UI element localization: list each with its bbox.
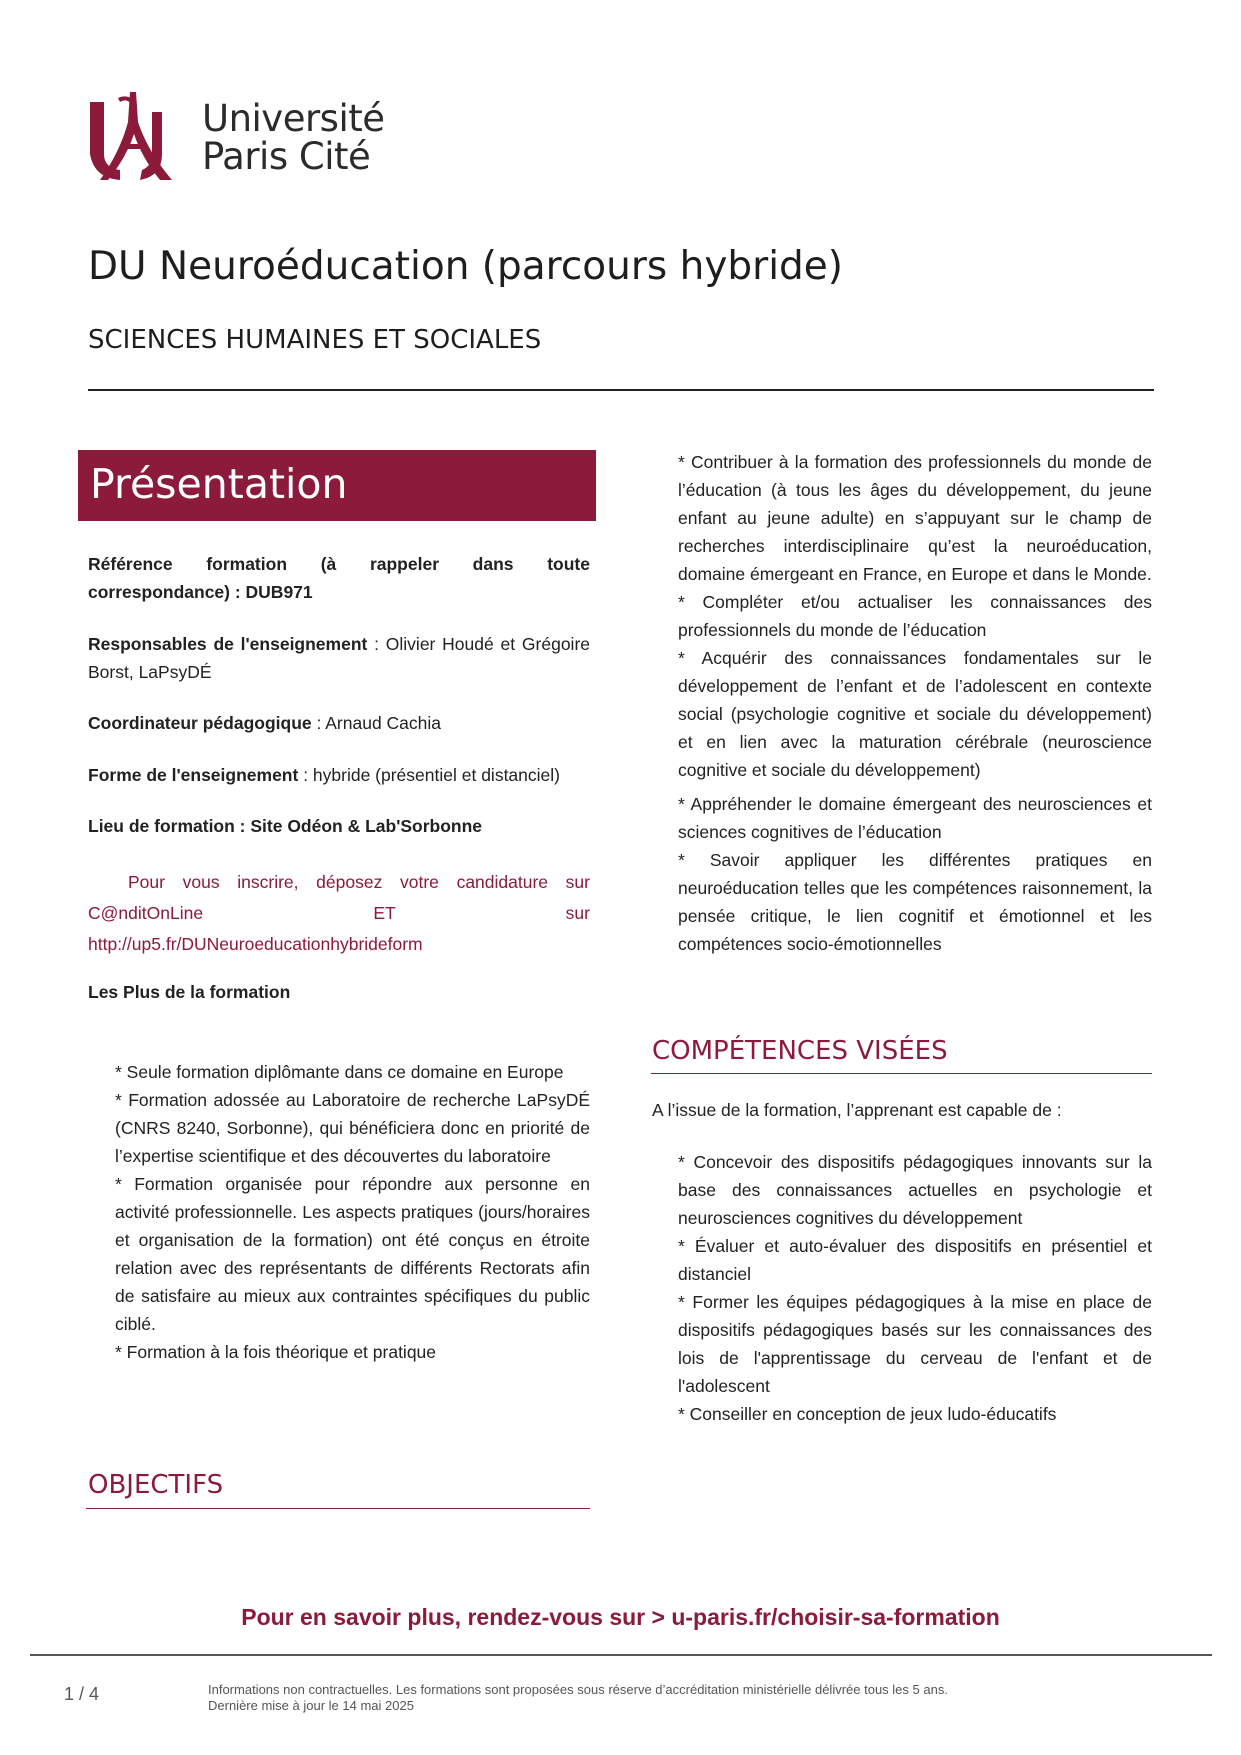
- competences-intro: A l’issue de la formation, l’apprenant est capable de :: [652, 1100, 1062, 1120]
- page-title: DU Neuroéducation (parcours hybride): [88, 244, 844, 289]
- coordinateur-value: : Arnaud Cachia: [311, 713, 442, 733]
- plus-heading-label: Les Plus de la formation: [88, 982, 291, 1002]
- list-item: * Former les équipes pédagogiques à la mise en place de dispositifs pédagogiques basés sur les connaissances des lois de l'apprentissage du cerveau de l'enfant et de l'adolescent: [678, 1292, 1152, 1396]
- eiffel-logo-icon: [90, 92, 176, 182]
- list-item: * Savoir appliquer les différentes pratiques en neuroéducation telles que les compétences raisonnement, la pensée critique, le lien cognitif et émotionnel et les compétences socio-émotionnelles: [678, 850, 1152, 954]
- last-updated: Dernière mise à jour le 14 mai 2025: [208, 1698, 414, 1713]
- page-subtitle: SCIENCES HUMAINES ET SOCIALES: [88, 325, 542, 355]
- coordinateur-label: Coordinateur pédagogique: [88, 713, 312, 733]
- list-item: * Conseiller en conception de jeux ludo-éducatifs: [678, 1404, 1057, 1424]
- responsables-label: Responsables de l'enseignement: [88, 634, 368, 654]
- university-name-line1: Université: [202, 97, 385, 140]
- plus-list: [115, 1058, 590, 1366]
- footer-divider: [30, 1654, 1212, 1656]
- list-item: * Formation à la fois théorique et pratique: [115, 1342, 437, 1362]
- list-item: * Formation organisée pour répondre aux personne en activité professionnelle. Les aspects pratiques (jours/horaires et organisation de la formation) ont été conçus en étroite relation avec des représentants de différents Rectorats afin de satisfaire au mieux aux contraintes spécifiques du public ciblé.: [115, 1174, 590, 1334]
- lieu-text: [88, 812, 590, 840]
- reference-label: Référence formation (à rappeler dans toute correspondance) : DUB971: [88, 554, 590, 602]
- university-logo: [90, 92, 420, 182]
- forme-text: [88, 761, 590, 789]
- list-item: * Formation adossée au Laboratoire de recherche LaPsyDÉ (CNRS 8240, Sorbonne), qui bénéficiera donc en priorité de l’expertise scientifique et des découvertes du laboratoire: [115, 1090, 590, 1166]
- forme-label: Forme de l'enseignement: [88, 765, 299, 785]
- page-number: 1 / 4: [64, 1684, 100, 1704]
- list-item: * Acquérir des connaissances fondamentales sur le développement de l’enfant et de l’adolescent en contexte social (psychologie cognitive et sociale du développement) et en lien avec la maturation cérébrale (neuroscience cognitive et sociale du développement): [678, 648, 1152, 780]
- objectifs-list: [678, 448, 1152, 958]
- list-item: * Évaluer et auto-évaluer des dispositifs en présentiel et distanciel: [678, 1236, 1152, 1284]
- list-item: * Concevoir des dispositifs pédagogiques innovants sur la base des connaissances actuelles en psychologie et neurosciences cognitives du développement: [678, 1152, 1152, 1228]
- coordinateur-text: [88, 709, 590, 737]
- list-item: * Contribuer à la formation des professionnels du monde de l’éducation (à tous les âges du développement, du jeune enfant au jeune adulte) en s’appuyant sur le champ de recherches interdisciplinaire qu’est la neuroéducation, domaine émergeant en France, en Europe et dans le Monde.: [678, 452, 1152, 584]
- university-name: [202, 97, 385, 178]
- list-item: * Appréhender le domaine émergeant des neurosciences et sciences cognitives de l’éducation: [678, 794, 1152, 842]
- reference-text: [88, 550, 590, 606]
- title-divider: [88, 389, 1154, 391]
- competences-divider: [651, 1073, 1152, 1074]
- disclaimer-text: Informations non contractuelles. Les formations sont proposées sous réserve d’accréditation ministérielle délivrée tous les 5 ans.: [208, 1682, 948, 1697]
- responsables-text: [88, 630, 590, 686]
- list-item: * Compléter et/ou actualiser les connaissances des professionnels du monde de l’éducation: [678, 592, 1152, 640]
- disclaimer: [208, 1682, 948, 1714]
- inscription-link[interactable]: Pour vous inscrire, déposez votre candidature sur C@nditOnLine ET sur http://up5.fr/DUNeuroeducationhybrideform: [88, 872, 590, 954]
- objectifs-heading: OBJECTIFS: [88, 1470, 224, 1500]
- objectifs-divider: [86, 1508, 590, 1509]
- responsables-value: : Olivier Houdé et Grégoire Borst, LaPsyDÉ: [88, 634, 590, 682]
- competences-heading: COMPÉTENCES VISÉES: [652, 1036, 948, 1066]
- university-name-line2: Paris Cité: [202, 135, 371, 178]
- lieu-label: Lieu de formation : Site Odéon & Lab'Sorbonne: [88, 816, 483, 836]
- forme-value: : hybride (présentiel et distanciel): [298, 765, 560, 785]
- plus-heading: [88, 978, 590, 1006]
- competences-list: [678, 1148, 1152, 1428]
- presentation-banner: [78, 450, 596, 521]
- footer-link[interactable]: Pour en savoir plus, rendez-vous sur > u-paris.fr/choisir-sa-formation: [241, 1604, 1000, 1630]
- list-item: * Seule formation diplômante dans ce domaine en Europe: [115, 1062, 564, 1082]
- presentation-heading: Présentation: [90, 460, 348, 508]
